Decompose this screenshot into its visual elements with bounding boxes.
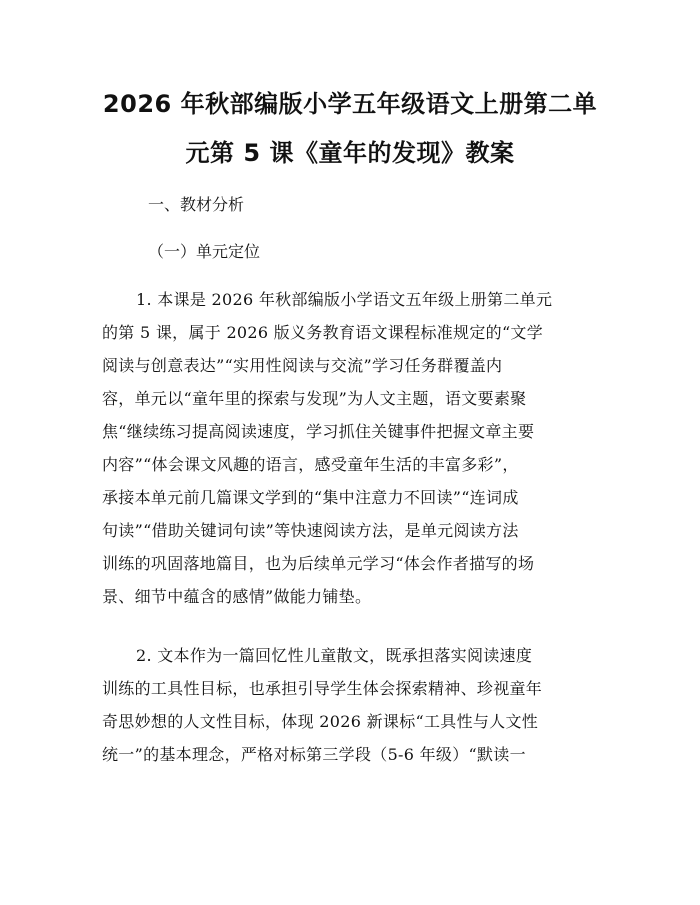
paragraph-line: 1. 本课是 2026 年秋部编版小学语文五年级上册第二单元 <box>136 290 553 309</box>
paragraph-line: 景、细节中蕴含的感情”做能力铺垫。 <box>102 587 372 606</box>
paragraph-line: 焦“继续练习提高阅读速度，学习抓住关键事件把握文章主要 <box>102 422 535 441</box>
paragraph-line: 内容”“体会课文风趣的语言，感受童年生活的丰富多彩”， <box>102 455 519 474</box>
section-heading: 一、教材分析 <box>148 195 245 214</box>
paragraph-line: 的第 5 课，属于 2026 版义务教育语文课程标准规定的“文学 <box>102 323 544 342</box>
paragraph-line: 训练的工具性目标，也承担引导学生体会探索精神、珍视童年 <box>102 679 543 698</box>
paragraph-line: 统一”的基本理念，严格对标第三学段（5-6 年级）“默读一 <box>102 745 526 764</box>
paragraph-line: 承接本单元前几篇课文学到的“集中注意力不回读”“连词成 <box>102 488 519 507</box>
paragraph-line: 容，单元以“童年里的探索与发现”为人文主题，语文要素聚 <box>102 389 527 408</box>
subsection-heading: （一）单元定位 <box>148 242 261 261</box>
paragraph-line: 奇思妙想的人文性目标，体现 2026 新课标“工具性与人文性 <box>102 712 539 731</box>
paragraph-line: 句读”“借助关键词句读”等快速阅读方法，是单元阅读方法 <box>102 521 519 540</box>
paragraph-line: 2. 文本作为一篇回忆性儿童散文，既承担落实阅读速度 <box>136 646 533 665</box>
paragraph-line: 阅读与创意表达”“实用性阅读与交流”学习任务群覆盖内 <box>102 356 503 375</box>
document-title-line-1: 2026 年秋部编版小学五年级语文上册第二单 <box>102 90 598 118</box>
document-title-line-2: 元第 5 课《童年的发现》教案 <box>185 139 515 167</box>
paragraph-line: 训练的巩固落地篇目，也为后续单元学习“体会作者描写的场 <box>102 554 535 573</box>
